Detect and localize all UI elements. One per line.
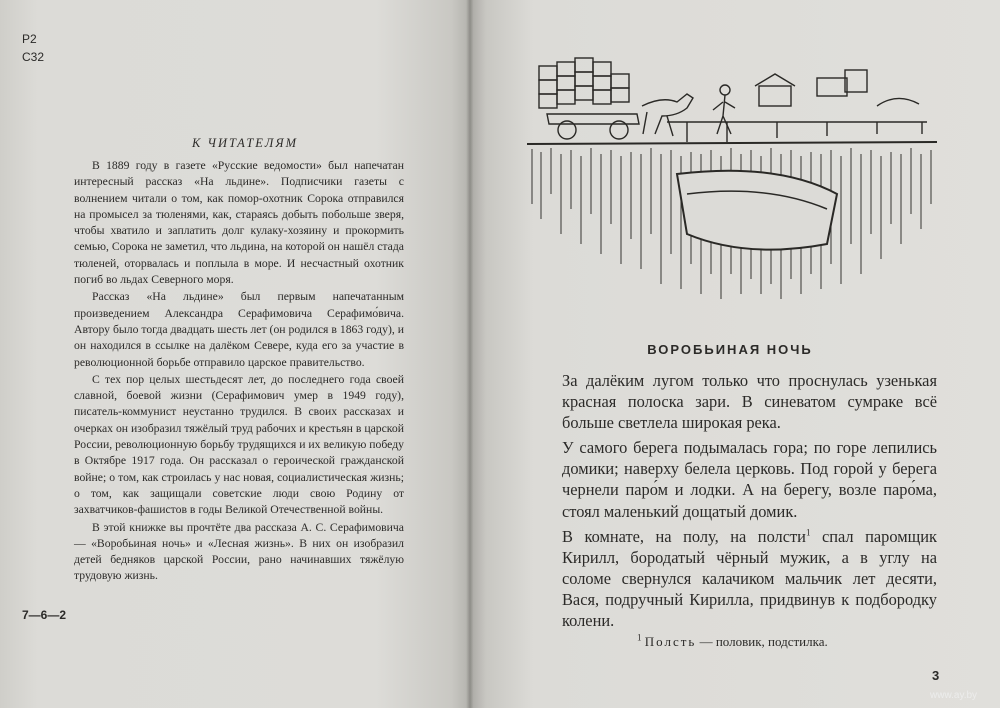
- printer-signature: 7—6—2: [22, 608, 67, 622]
- story-text: [562, 370, 937, 635]
- preface-title: К ЧИТАТЕЛЯМ: [191, 136, 299, 150]
- book-gutter: [466, 0, 474, 708]
- preface-paragraph: В этой книжке вы прочтёте два рассказа А. С. Серафимовича — «Воробьиная ночь» и «Лесная жизнь». В них он изобразил детей бедняков царской России, рано начинавших тяжёлую трудовую жизнь.: [74, 520, 404, 583]
- story-paragraph: За далёким лугом только что проснулась узенькая красная полоска зари. В синеватом сумраке всё больше светлела широкая река.: [562, 371, 937, 433]
- watermark: www.ay.by: [930, 690, 978, 701]
- footnote-definition: — половик, подстилка.: [696, 634, 828, 649]
- story-title: ВОРОБЬИНАЯ НОЧЬ: [647, 342, 813, 357]
- library-code-2: С32: [22, 50, 45, 64]
- footnote: [637, 634, 828, 650]
- preface-text: [74, 158, 404, 586]
- preface-paragraph: С тех пор целых шестьдесят лет, до последнего года своей славной, боевой жизни (Серафимович умер в 1949 году), писатель-коммунист неустанно трудился. В своих рассказах и очерках он изобразил тяжёлый труд рабочих и крестьян в царской России, революционную борьбу трудящихся и их великую победу в Октябре 1917 года. Он рассказал о героической гражданской войне; о том, как строилась у нас новая, социалистическая жизнь; о том, как защищали советские люди свою Родину от захватчиков-фашистов в годы Великой Отечественной войны.: [74, 372, 404, 517]
- preface-paragraph: В 1889 году в газете «Русские ведомости» был напечатан интересный рассказ «На льдине». Подписчики газеты с волнением читали о том, как помор-охотник Сорока отправился на промысел за тюленями, как, стараясь добыть побольше зверя, чтобы хватило и заплатить долг кулаку-хозяину и прокормить семью, Сорока не заметил, что льдина, на которой он нашёл стада тюленей, оторвалась и поплыла в море. И несчастный охотник погиб во льдах Северного моря.: [74, 159, 404, 287]
- footnote-number: 1: [637, 632, 642, 643]
- story-paragraph: У самого берега подымалась гора; по горе лепились домики; наверху белела церковь. Под горой у берега чернели паро́м и лодки. А на берегу, возле паро́ма, стоял маленький дощатый домик.: [562, 438, 937, 521]
- river-ferry-illustration: [527, 44, 937, 304]
- footnote-mark: 1: [805, 527, 811, 538]
- footnote-term: Полсть: [644, 634, 697, 649]
- story-paragraph: В комнате, на полу, на полсти$^1$ спал паромщик Кирилл, бородатый чёрный мужик, а в углу на соломе свернулся калачиком мальчик лет десяти, Вася, подручный Кирилла, придвинув к подбородку колени.: [562, 526, 937, 631]
- page-number: 3: [932, 668, 940, 683]
- preface-paragraph: Рассказ «На льдине» был первым напечатанным произведением Александра Серафимовича Серафимо́вича. Автору было тогда двадцать шесть лет (он родился в 1863 году), и он находился в ссылке на далёком Севере, куда его за участие в революционной борьбе отправило царское правительство.: [74, 290, 404, 369]
- library-code-1: Р2: [22, 32, 37, 46]
